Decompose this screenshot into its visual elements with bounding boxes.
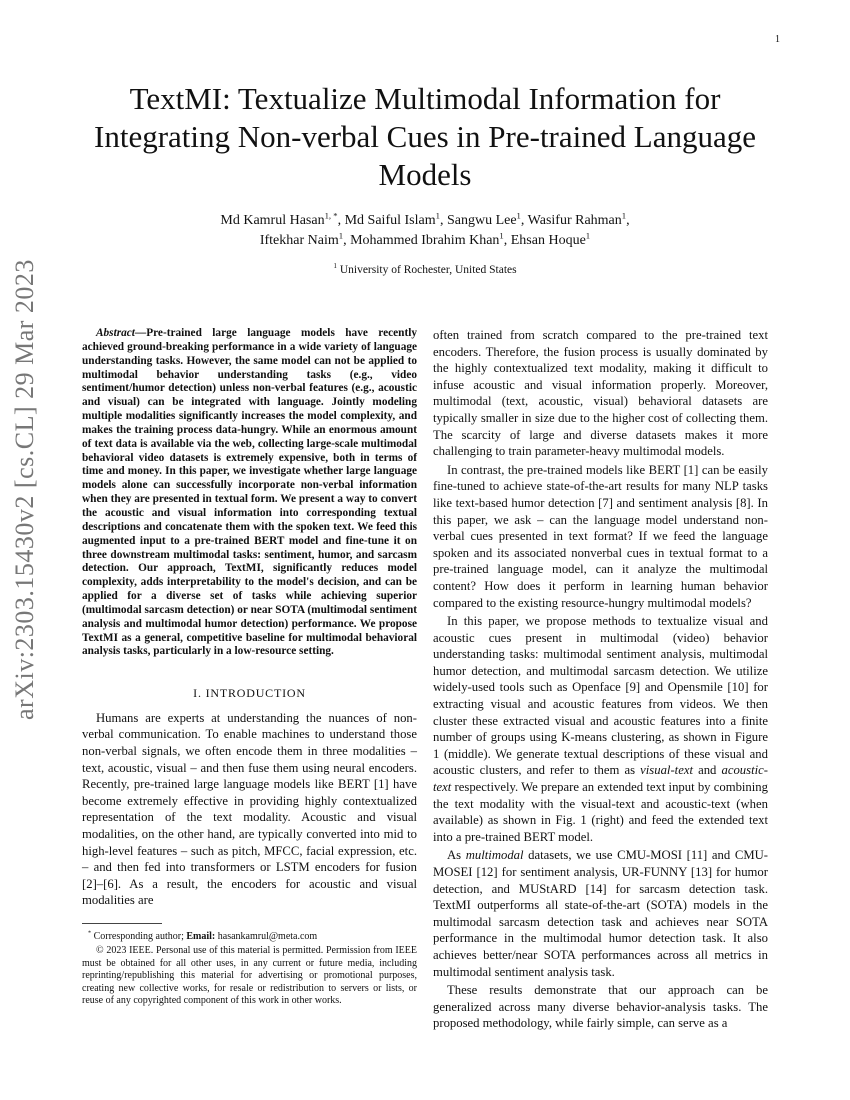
email-label: Email:	[186, 930, 216, 942]
footnote-text: Corresponding author;	[91, 930, 187, 942]
emphasis: multimodal	[465, 848, 524, 863]
affiliation-mark: 1	[333, 262, 337, 271]
footnote-divider	[82, 923, 162, 924]
text-run: and	[693, 763, 722, 778]
paragraph: Humans are experts at understanding the nuances of non-verbal communication. To enable machines to understand those non-verbal signals, we often encode them in three modalities – text, acoustic, visual – and then fuse them using neural encoders. Recently, pre-trained large language models like BERT [1] have become extremely effective in providing highly contextualized representation of the text modality. Acoustic and visual modalities, on the other hand, are typically converted into mid to high-level features – such as pitch, MFCC, facial expression, etc. – and then fed into transformers or LSTM encoders for fusion [2]–[6]. As a result, the encoders for acoustic and visual modalities are	[82, 710, 417, 908]
author-name: Iftekhar Naim	[259, 233, 339, 248]
text-run: datasets, we use CMU-MOSI [11] and CMU-MOSEI [12] for sentiment analysis, UR-FUNNY [13] for humor detection, and MUStARD [14] for sarcasm detection task. TextMI outperforms all state-of-the-art (SOTA) models in the multimodal sarcasm detection task and achieves near SOTA performance in the multimodal humor detection task. It also achieves better/near SOTA performances across all metrics in multimodal sentiment analysis task.	[433, 848, 768, 979]
paragraph: In contrast, the pre-trained models like BERT [1] can be easily fine-tuned to achieve state-of-the-art results for many NLP tasks like text-based humor detection [7] and sentiment analysis [8]. In this paper, we ask – can the language model understand non-verbal cues presented in text format? If we feed the language spoken and its associated nonverbal cues in textual format to a pre-trained language model, can it analyze the multimodal content? How does it perform in learning human behavior compared to the existing resource-hungry multimodal models?	[433, 462, 768, 610]
text-run: respectively. We prepare an extended text input by combining the text modality with the visual-text and acoustic-text (when available) as shown in Fig. 1 (right) and feed the extended text into a pre-trained BERT model.	[433, 780, 768, 844]
right-column	[433, 327, 768, 1032]
paragraph	[433, 847, 768, 980]
abstract	[82, 327, 417, 659]
author-name: Md Kamrul Hasan	[220, 213, 325, 228]
left-column	[82, 327, 417, 1008]
author-affil-mark: 1	[585, 230, 591, 241]
emphasis: acoustic-text	[433, 763, 768, 795]
abstract-lead: Abstract	[96, 327, 135, 339]
abstract-text: —Pre-trained large language models have recently achieved ground-breaking performance in a wide variety of language understanding tasks. However, the same model can not be applied to multimodal behavior understanding tasks (e.g., video sentiment/humor detection) unless non-verbal features (e.g., acoustic and visual) can be integrated with language. Jointly modeling multiple modalities significantly increases the model complexity, and makes the training process data-hungry. While an enormous amount of text data is available via the web, collecting large-scale multimodal behavioral video datasets is extremely expensive, both in terms of time and money. In this paper, we investigate whether large language models alone can successfully incorporate non-verbal information when they are presented in textual form. We present a way to convert the acoustic and visual information into corresponding textual descriptions and concatenate them with the spoken text. We feed this augmented input to a pre-trained BERT model and fine-tune it on three downstream multimodal tasks: sentiment, humor, and sarcasm detection. Our approach, TextMI, significantly reduces model complexity, adds interpretability to the model's decision, and can be applied for a diverse set of tasks while achieving superior (multimodal sarcasm detection) or near SOTA (multimodal sentiment analysis and multimodal humor detection) performance. We propose TextMI as a general, competitive baseline for multimodal behavioral analysis tasks, particularly in a low-resource setting.	[82, 327, 417, 658]
arxiv-identifier: arXiv:2303.15430v2 [cs.CL] 29 Mar 2023	[10, 259, 39, 721]
footnote-marker: *	[88, 929, 92, 937]
text-run: As	[447, 848, 466, 863]
affiliation-text: University of Rochester, United States	[339, 264, 517, 276]
author-affil-mark: 1	[516, 210, 521, 221]
author-affil-mark: 1, *	[324, 210, 338, 221]
author-list: Md Kamrul Hasan$^{1, *}$, Md Saiful Islam$^1$, Sangwu Lee$^1$, Wasifur Rahman$^1$, Iftekhar Naim$^1$, Mohammed Ibrahim Khan$^1$, Ehsan Hoque$^1$	[220, 210, 630, 248]
section-heading-introduction: I. INTRODUCTION	[193, 686, 306, 701]
paper-title: TextMI: Textualize Multimodal Information for Integrating Non-verbal Cues in Pre-trained Language Models	[94, 81, 756, 192]
paragraph: These results demonstrate that our approach can be generalized across many diverse behavior-analysis tasks. The proposed methodology, while fairly simple, can serve as a	[433, 983, 768, 1031]
author-affil-mark: 1	[621, 210, 627, 221]
copyright-notice: © 2023 IEEE. Personal use of this material is permitted. Permission from IEEE must be obtained for all other uses, in any current or future media, including reprinting/republishing this material for advertising or promotional purposes, creating new collective works, for resale or redistribution to servers or lists, or reuse of any copyrighted component of this work in other works.	[82, 944, 417, 1007]
author-name: Md Saiful Islam	[344, 213, 436, 228]
text-run: In this paper, we propose methods to textualize visual and acoustic cues present in multimodal (video) behavior understanding tasks: multimodal sentiment analysis, multimodal humor detection, and multimodal sarcasm detection. We utilize widely-used tools such as Openface [9] and Opensmile [10] for extracting visual and acoustic features from videos. We then cluster these extracted visual and acoustic features into a finite number of groups using K-means clustering, as shown in Figure 1 (middle). We generate textual descriptions of these visual and acoustic clusters, and refer to them as	[433, 614, 768, 778]
affiliation	[80, 264, 770, 276]
emphasis: visual-text	[640, 763, 693, 778]
author-name: Sangwu Lee	[446, 213, 517, 228]
author-name: Wasifur Rahman	[527, 213, 622, 228]
corresponding-author-footnote	[82, 930, 417, 943]
paragraph	[433, 613, 768, 845]
author-name: Mohammed Ibrahim Khan	[350, 233, 500, 248]
page-number: 1	[775, 34, 780, 45]
author-affil-mark: 1	[499, 230, 504, 241]
author-name: Ehsan Hoque	[510, 233, 586, 248]
author-affil-mark: 1	[338, 230, 344, 241]
paragraph: often trained from scratch compared to the pre-trained text encoders. Therefore, the fusion process is usually dominated by the highly contextualized text modality, making it difficult to infuse acoustic and visual information properly. Moreover, multimodal (text, acoustic, visual) behavioral datasets are typically smaller in size due to the higher cost of collecting them. The scarcity of large and diverse datasets makes it more challenging to train parameter-heavy multimodal models.	[433, 328, 768, 459]
email-address: hasankamrul@meta.com	[215, 930, 318, 942]
introduction-body	[82, 710, 417, 909]
author-affil-mark: 1	[435, 210, 440, 221]
